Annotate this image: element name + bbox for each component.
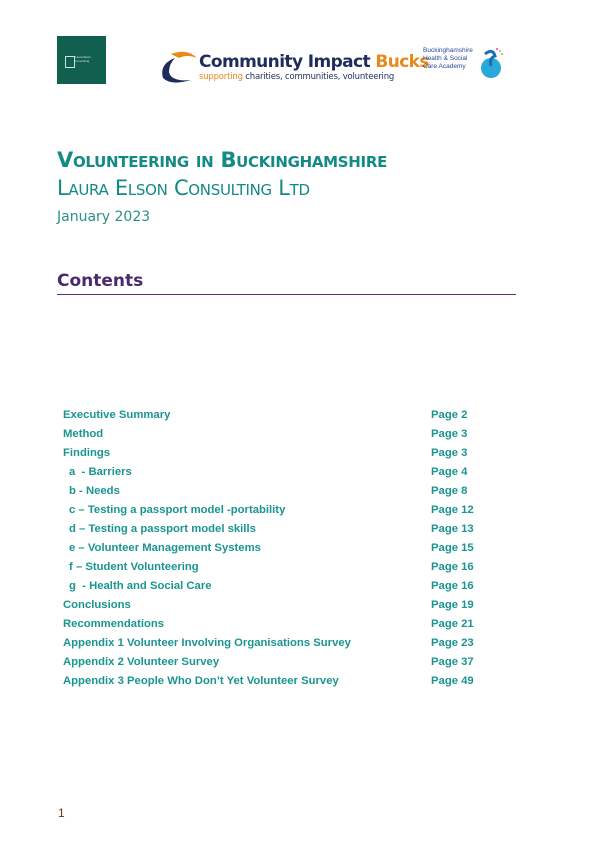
toc-entry-label[interactable]: f – Student Volunteering [69, 561, 199, 573]
document-title: Volunteering in Buckinghamshire [57, 148, 388, 172]
toc-entry-label[interactable]: e – Volunteer Management Systems [69, 542, 261, 554]
toc-entry[interactable] [63, 637, 483, 656]
toc-entry[interactable] [63, 675, 483, 694]
toc-entry-page[interactable]: Page 15 [431, 542, 474, 554]
cib-tagline-part1: supporting [199, 72, 243, 82]
toc-entry-page[interactable]: Page 19 [431, 599, 474, 611]
laura-elson-logo [57, 36, 106, 84]
toc-entry-label[interactable]: Appendix 1 Volunteer Involving Organisations Survey [63, 637, 351, 649]
toc-entry-page[interactable]: Page 23 [431, 637, 474, 649]
toc-entry-page[interactable]: Page 4 [431, 466, 468, 478]
toc-entry-label[interactable]: Method [63, 428, 104, 440]
toc-entry[interactable] [63, 447, 483, 466]
table-of-contents [63, 409, 483, 694]
heading-divider [57, 294, 516, 295]
cib-name-part1: Community Impact [199, 52, 376, 72]
toc-entry-page[interactable]: Page 3 [431, 447, 468, 459]
toc-entry[interactable] [63, 428, 483, 447]
toc-entry-label[interactable]: a - Barriers [69, 466, 132, 478]
toc-entry-page[interactable]: Page 16 [431, 561, 474, 573]
toc-entry-page[interactable]: Page 3 [431, 428, 468, 440]
page-number: 1 [58, 806, 65, 820]
toc-entry-label[interactable]: Executive Summary [63, 409, 171, 421]
toc-entry[interactable] [63, 580, 483, 599]
contents-heading: Contents [57, 271, 144, 291]
toc-entry-label[interactable]: Findings [63, 447, 111, 459]
toc-entry-label[interactable]: d – Testing a passport model skills [69, 523, 256, 535]
toc-entry-label[interactable]: g - Health and Social Care [69, 580, 212, 592]
toc-entry[interactable] [63, 466, 483, 485]
cib-name [199, 52, 429, 72]
toc-entry[interactable] [63, 656, 483, 675]
toc-entry-label[interactable]: Appendix 3 People Who Don’t Yet Volunteer Survey [63, 675, 339, 687]
toc-entry-page[interactable]: Page 16 [431, 580, 474, 592]
toc-entry[interactable] [63, 599, 483, 618]
toc-entry[interactable] [63, 542, 483, 561]
toc-entry[interactable] [63, 618, 483, 637]
cib-tagline-part2: charities, communities, volunteering [242, 72, 395, 82]
swoosh-icon [157, 50, 201, 85]
care-academy-logo [423, 46, 508, 80]
toc-entry[interactable] [63, 409, 483, 428]
cib-tagline [199, 72, 394, 82]
toc-entry[interactable] [63, 504, 483, 523]
cib-name-part2: Bucks [375, 52, 429, 72]
toc-entry-page[interactable]: Page 49 [431, 675, 474, 687]
document-date: January 2023 [57, 209, 151, 225]
academy-line: Care Academy [423, 63, 466, 70]
toc-entry-page[interactable]: Page 21 [431, 618, 474, 630]
toc-entry-page[interactable]: Page 13 [431, 523, 474, 535]
toc-entry-label[interactable]: b - Needs [69, 485, 120, 497]
toc-entry-page[interactable]: Page 37 [431, 656, 474, 668]
toc-entry-label[interactable]: Conclusions [63, 599, 131, 611]
swan-icon [475, 46, 505, 80]
logo-text: Laura Elson Consulting [75, 55, 92, 63]
toc-entry-label[interactable]: c – Testing a passport model -portability [69, 504, 286, 516]
academy-text [423, 47, 473, 71]
toc-entry-page[interactable]: Page 12 [431, 504, 474, 516]
toc-entry-label[interactable]: Recommendations [63, 618, 165, 630]
toc-entry-label[interactable]: Appendix 2 Volunteer Survey [63, 656, 220, 668]
toc-entry[interactable] [63, 523, 483, 542]
toc-entry-page[interactable]: Page 8 [431, 485, 468, 497]
logo-mark-icon [65, 56, 75, 68]
toc-entry-page[interactable]: Page 2 [431, 409, 468, 421]
community-impact-bucks-logo [157, 50, 429, 85]
toc-entry[interactable] [63, 561, 483, 580]
academy-line: Health & Social [423, 55, 468, 62]
document-subtitle: Laura Elson Consulting Ltd [57, 176, 310, 200]
academy-line: Buckinghamshire [423, 47, 473, 54]
toc-entry[interactable] [63, 485, 483, 504]
